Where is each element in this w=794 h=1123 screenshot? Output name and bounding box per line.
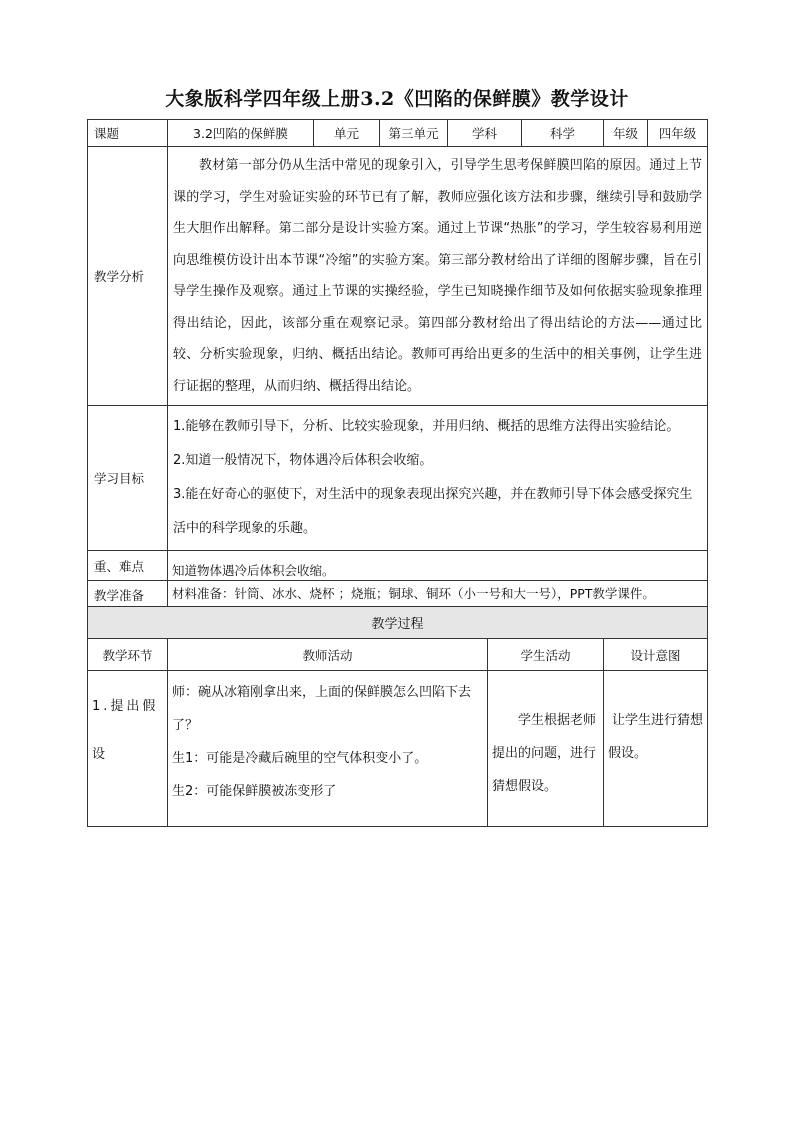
goals-list: [168, 406, 708, 551]
teacher-line-3: 生2：可能保鲜膜被冻变形了: [172, 784, 337, 799]
subject-label: 学科: [448, 120, 522, 147]
analysis-text: 教材第一部分仍从生活中常见的现象引入，引导学生思考保鲜膜凹陷的原因。通过上节课的学习，学生对验证实验的环节已有了解，教师应强化该方法和步骤，继续引导和鼓励学生大胆作出解释。第二部分是设计实验方案。通过上节课“热胀”的学习，学生较容易利用逆向思维模仿设计出本节课“冷缩”的实验方案。第三部分教材给出了详细的图解步骤，旨在引导学生操作及观察。通过上节课的实操经验，学生已知晓操作细节及如何依据实验现象推理得出结论，因此，该部分重在观察记录。第四部分教材给出了得出结论的方法——通过比较、分析实验现象，归纳、概括出结论。教师可再给出更多的生活中的相关事例，让学生进行证据的整理，从而归纳、概括得出结论。: [168, 147, 708, 406]
student-activity-cell: 学生根据老师提出的问题，进行猜想假设。: [488, 671, 604, 827]
unit-label: 单元: [314, 120, 380, 147]
header-teacher: 教师活动: [168, 639, 488, 671]
analysis-row: [88, 147, 708, 406]
course-label: 课题: [88, 120, 168, 147]
header-intent: 设计意图: [604, 639, 708, 671]
grade-label: 年级: [604, 120, 648, 147]
key-points-row: [88, 551, 708, 581]
info-row: [88, 120, 708, 147]
goal-item-3: 3.能在好奇心的驱使下，对生活中的现象表现出探究兴趣，并在教师引导下体会感受探究生活中的科学现象的乐趣。: [173, 487, 693, 536]
lesson-info-table: [87, 119, 708, 623]
teacher-line-2: 生1：可能是冷藏后碗里的空气体积变小了。: [172, 751, 428, 766]
process-header-row: [88, 639, 708, 671]
grade-value: 四年级: [648, 120, 708, 147]
header-stage: 教学环节: [88, 639, 168, 671]
process-band: 教学过程: [88, 607, 708, 639]
teacher-line-1: 师：碗从冰箱刚拿出来，上面的保鲜膜怎么凹陷下去了？: [172, 685, 472, 733]
key-points-text: 知道物体遇冷后体积会收缩。: [168, 551, 708, 581]
process-row-1: [88, 671, 708, 827]
stage-cell: 1.提出假设: [88, 671, 168, 827]
unit-value: 第三单元: [380, 120, 448, 147]
process-band-row: [88, 607, 708, 639]
preparation-text: 材料准备：针筒、冰水、烧杯 ；烧瓶；铜球、铜环（小一号和大一号），PPT教学课件。: [168, 581, 708, 623]
analysis-label: 教学分析: [88, 147, 168, 406]
process-table: [87, 606, 708, 827]
key-points-label: 重、难点: [88, 551, 168, 581]
goal-item-2: 2.知道一般情况下，物体遇冷后体积会收缩。: [173, 453, 433, 468]
course-value: 3.2凹陷的保鲜膜: [168, 120, 314, 147]
goal-item-1: 1.能够在教师引导下，分析、比较实验现象，并用归纳、概括的思维方法得出实验结论。: [173, 419, 680, 434]
goals-row: [88, 406, 708, 551]
page-title: 大象版科学四年级上册3.2《凹陷的保鲜膜》教学设计: [165, 88, 629, 110]
design-intent-cell: 让学生进行猜想假设。: [604, 671, 708, 827]
teacher-activity-cell: [168, 671, 488, 827]
header-student: 学生活动: [488, 639, 604, 671]
subject-value: 科学: [522, 120, 604, 147]
preparation-label: 教学准备: [88, 581, 168, 623]
goals-label: 学习目标: [88, 406, 168, 551]
